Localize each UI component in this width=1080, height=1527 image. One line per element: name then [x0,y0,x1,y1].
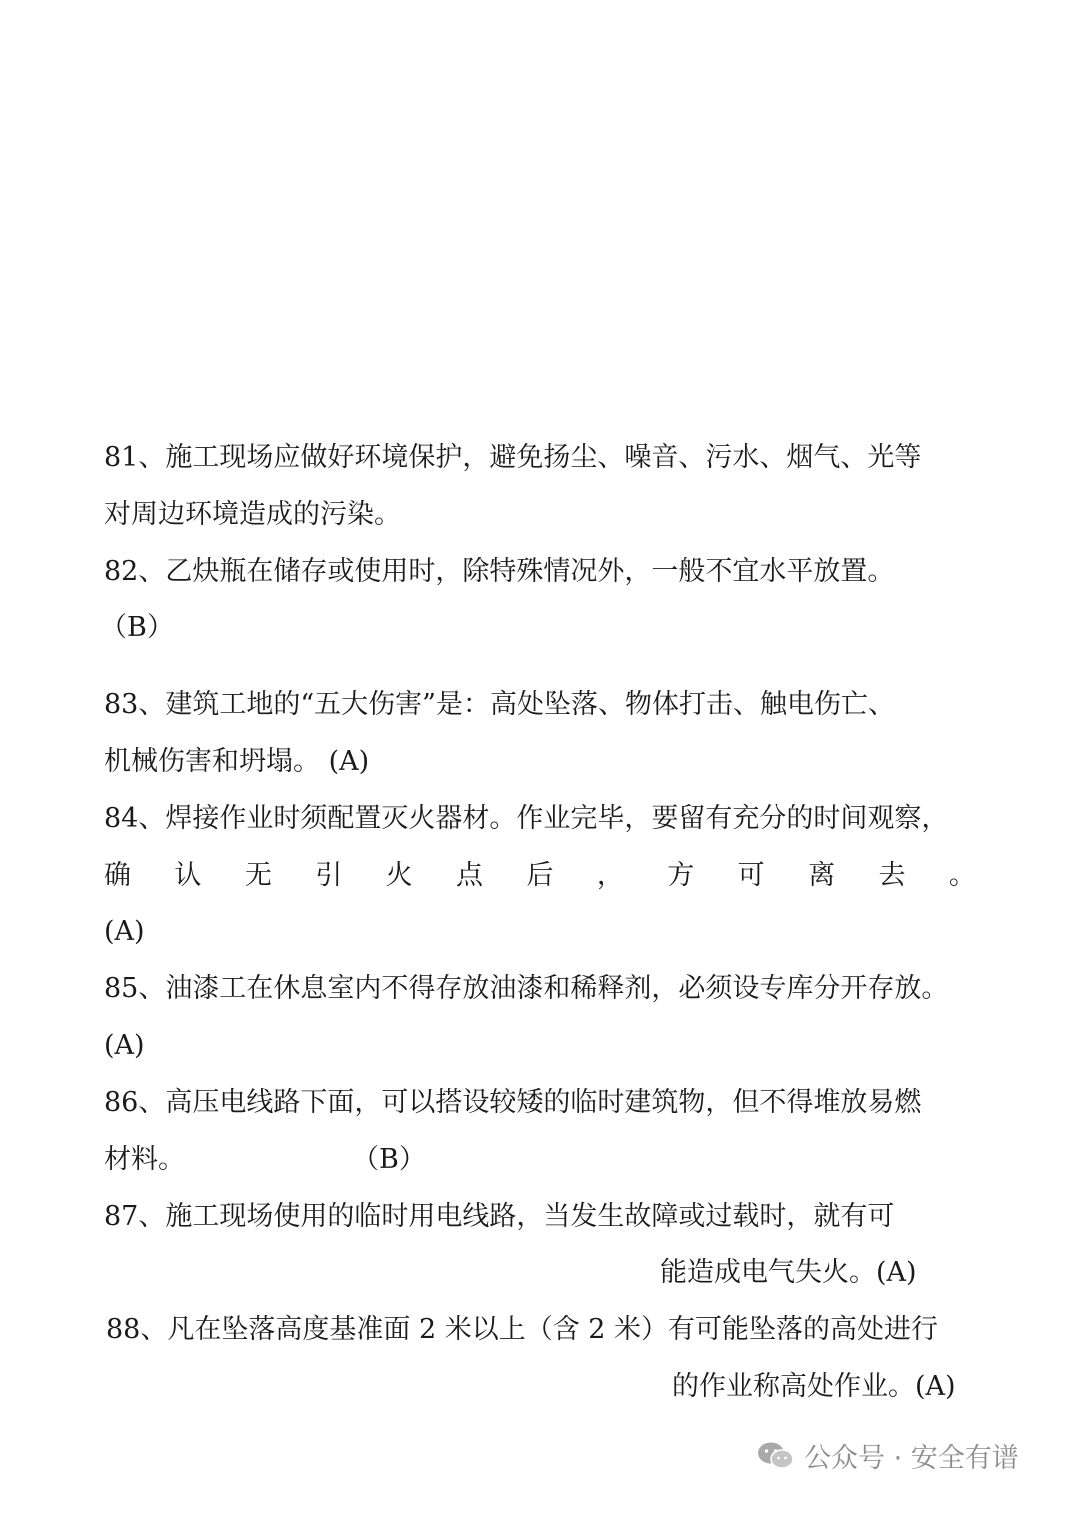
question-84-line-2 [104,856,976,896]
char: 确 [104,860,131,891]
question-87-line-1: 87、施工现场使用的临时用电线路，当发生故障或过载时，就有可 [104,1201,895,1232]
question-86-answer: （B） [352,1144,426,1175]
watermark-text: 公众号 · 安全有谱 [804,1443,1019,1474]
watermark [756,1436,1019,1475]
char: 可 [737,860,765,891]
question-81-line-2: 对周边环境造成的污染。 [104,499,401,530]
question-84-answer: (A) [104,916,145,947]
question-88-line-2: 的作业称高处作业。(A) [672,1371,956,1402]
char: 无 [244,860,272,891]
question-82-line-1: 82、乙炔瓶在储存或使用时，除特殊情况外，一般不宜水平放置。 [104,556,895,587]
question-85-answer: (A) [104,1030,145,1061]
question-86-line-2: 材料。 [104,1144,185,1175]
question-86-line-1: 86、高压电线路下面，可以搭设较矮的临时建筑物，但不得堆放易燃 [104,1087,922,1118]
question-82-answer: （B） [100,612,174,643]
char: 点 [456,860,484,891]
char: ， [596,860,624,891]
char: 认 [174,860,202,891]
char: 离 [808,860,836,891]
question-83-line-2: 机械伤害和坍塌。 (A) [104,746,370,777]
question-87-line-2: 能造成电气失火。(A) [660,1257,917,1288]
char: 方 [667,860,695,891]
char: 去 [878,860,906,891]
question-83-line-1: 83、建筑工地的“五大伤害”是：高处坠落、物体打击、触电伤亡、 [104,689,895,720]
char: 引 [315,860,343,891]
question-84-line-1: 84、焊接作业时须配置灭火器材。作业完毕，要留有充分的时间观察， [104,803,949,834]
question-85-line-1: 85、油漆工在休息室内不得存放油漆和稀释剂，必须设专库分开存放。 [104,973,949,1004]
wechat-icon [756,1441,796,1471]
char: 后 [526,860,554,891]
question-88-line-1: 88、凡在坠落高度基准面 2 米以上（含 2 米）有可能坠落的高处进行 [106,1314,939,1345]
char: 火 [385,860,413,891]
char: 。 [948,860,976,891]
question-81-line-1: 81、施工现场应做好环境保护，避免扬尘、噪音、污水、烟气、光等 [104,442,922,473]
